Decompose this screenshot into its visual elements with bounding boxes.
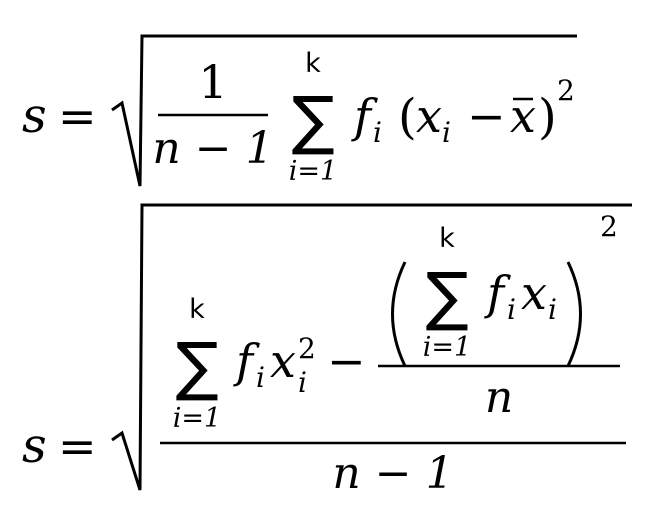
sum-upper-limit: k (305, 48, 321, 79)
minus-sign: − (467, 89, 506, 143)
inner-x: x (521, 266, 547, 320)
inner-f: f (487, 266, 505, 320)
outer-denominator: n − 1 (332, 448, 454, 499)
inner-square-exponent: 2 (600, 210, 618, 243)
mean-x: x (510, 89, 536, 143)
variable-x: x (416, 89, 442, 143)
close-paren: ) (538, 89, 557, 145)
term-x: x (270, 334, 296, 388)
term-f-index: i (256, 361, 265, 394)
weight-f: f (354, 89, 372, 143)
summation-icon-2: ∑ (175, 330, 219, 404)
definition-formula (22, 36, 577, 187)
weight-index: i (373, 116, 382, 149)
fraction-denominator: n − 1 (152, 123, 274, 174)
term-x-index: i (298, 366, 307, 399)
square-exponent: 2 (557, 74, 575, 107)
lhs-variable-2: s (22, 418, 47, 474)
inner-sum-upper-limit: k (439, 223, 455, 254)
fraction-numerator: 1 (198, 55, 228, 109)
summation-icon: ∑ (291, 84, 335, 158)
minus-sign-2: − (327, 334, 366, 388)
sum-lower-limit-2: i=1 (172, 403, 222, 434)
inner-f-index: i (507, 293, 516, 326)
term-x-exponent: 2 (298, 332, 316, 365)
sum-upper-limit-2: k (189, 294, 205, 325)
big-right-paren (568, 262, 581, 366)
x-index: i (442, 116, 451, 149)
inner-summation-icon: ∑ (425, 260, 469, 334)
equals-sign-2: = (58, 419, 97, 473)
equals-sign: = (58, 89, 97, 143)
inner-denominator: n (484, 372, 514, 423)
computational-formula (22, 205, 632, 499)
inner-sum-lower-limit: i=1 (422, 332, 472, 363)
lhs-variable: s (22, 88, 47, 144)
open-paren: ( (398, 89, 417, 145)
term-f: f (236, 334, 254, 388)
sum-lower-limit: i=1 (288, 156, 338, 187)
inner-x-index: i (548, 293, 557, 326)
big-left-paren (393, 262, 406, 366)
